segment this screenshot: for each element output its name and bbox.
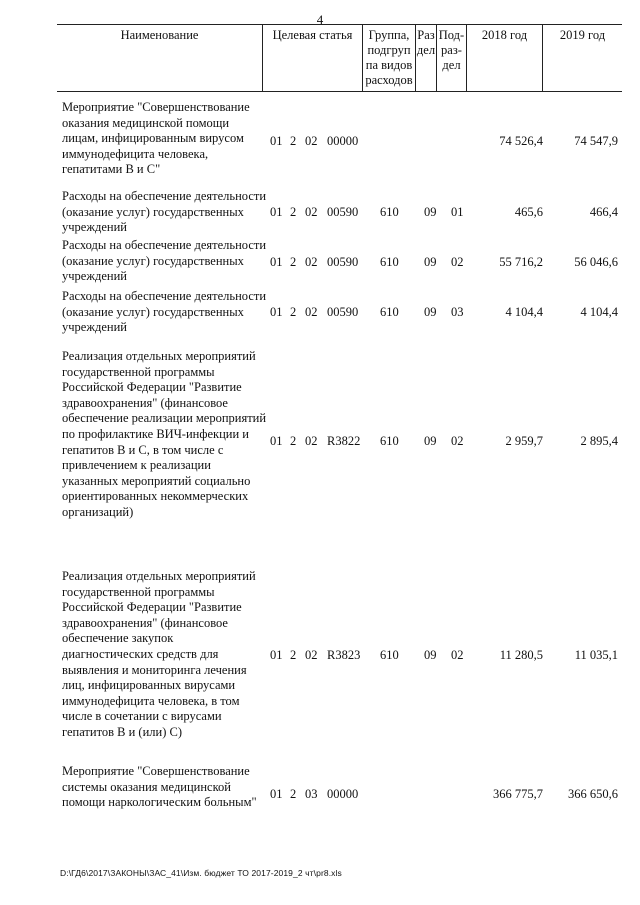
row-code-subprogram: 2 [290,255,297,269]
file-path-footer: D:\ГД6\2017\ЗАКОНЫ\ЗАС_41\Изм. бюджет ТО 2017-2019_2 чт\pr8.xls [60,868,342,878]
row-code-program: 01 [270,134,283,148]
header-subsection: Под- раз- дел [436,25,466,91]
row-2019-value: 2 895,4 [580,434,618,448]
row-expense-group: 610 [380,305,399,319]
row-code-event: 02 [305,255,318,269]
row-2018-value: 4 104,4 [505,305,543,319]
row-2018-value: 55 716,2 [499,255,543,269]
row-name: Расходы на обеспечение деятельности (оказание услуг) государственных учреждений [62,238,267,284]
row-subsection: 02 [451,255,464,269]
row-code-event: 03 [305,787,318,801]
row-2019-value: 366 650,6 [568,787,618,801]
row-code-direction: 00590 [327,205,359,219]
row-2019-value: 466,4 [589,205,618,219]
row-section: 09 [424,305,437,319]
header-expense-group: Группа, подгруп па видов расходов [362,25,415,91]
row-code-program: 01 [270,305,283,319]
row-code-event: 02 [305,648,318,662]
row-subsection: 02 [451,648,464,662]
row-section: 09 [424,434,437,448]
row-expense-group: 610 [380,434,399,448]
row-2018-value: 465,6 [514,205,543,219]
row-code-program: 01 [270,205,283,219]
row-section: 09 [424,205,437,219]
row-2019-value: 4 104,4 [580,305,618,319]
row-name: Расходы на обеспечение деятельности (оказание услуг) государственных учреждений [62,189,267,235]
row-code-event: 02 [305,134,318,148]
header-target-article: Целевая статья [262,25,362,91]
row-2018-value: 366 775,7 [493,787,543,801]
row-code-direction: 00000 [327,787,359,801]
row-2019-value: 11 035,1 [574,648,618,662]
row-expense-group: 610 [380,255,399,269]
row-subsection: 02 [451,434,464,448]
row-code-direction: R3822 [327,434,361,448]
header-name: Наименование [120,28,199,42]
row-code-subprogram: 2 [290,134,297,148]
row-2019-value: 56 046,6 [574,255,618,269]
header-2019: 2019 год [542,25,622,91]
row-code-direction: 00000 [327,134,359,148]
row-name: Расходы на обеспечение деятельности (оказание услуг) государственных учреждений [62,289,267,335]
row-code-program: 01 [270,787,283,801]
row-code-direction: R3823 [327,648,361,662]
row-code-subprogram: 2 [290,787,297,801]
row-2018-value: 2 959,7 [505,434,543,448]
row-code-event: 02 [305,205,318,219]
row-code-event: 02 [305,434,318,448]
row-name: Мероприятие "Совершенствование системы оказания медицинской помощи наркологическим больным" [62,764,257,810]
row-2019-value: 74 547,9 [574,134,618,148]
header-section: Раз дел [415,25,436,91]
row-subsection: 01 [451,205,464,219]
row-subsection: 03 [451,305,464,319]
row-code-subprogram: 2 [290,648,297,662]
row-name: Мероприятие "Совершенствование оказания медицинской помощи лицам, инфицированным вирусом иммунодефицита человека, гепатитами В и С" [62,100,250,177]
row-2018-value: 74 526,4 [499,134,543,148]
row-code-direction: 00590 [327,305,359,319]
page-number: 4 [316,12,324,27]
row-2018-value: 11 280,5 [499,648,543,662]
row-section: 09 [424,255,437,269]
row-code-program: 01 [270,648,283,662]
row-code-subprogram: 2 [290,305,297,319]
row-code-event: 02 [305,305,318,319]
row-expense-group: 610 [380,205,399,219]
header-2018: 2018 год [466,25,542,91]
row-name: Реализация отдельных мероприятий государственной программы Российской Федерации "Развитие здравоохранения" (финансовое обеспечение закупок диагностических средств для выявления и мониторинга лечения лиц, инфицированных вирусами иммунодефицита человека, в том числе в сочетании с вирусами гепатитов В и (или) С) [62,569,256,739]
row-name: Реализация отдельных мероприятий государственной программы Российской Федерации "Развитие здравоохранения" (финансовое обеспечение реализации мероприятий по профилактике ВИЧ-инфекции и гепатитов В и С, в том числе с привлечением к реализации указанных мероприятий социально ориентированных некоммерческих организаций) [62,349,267,519]
row-code-subprogram: 2 [290,205,297,219]
row-expense-group: 610 [380,648,399,662]
row-code-program: 01 [270,255,283,269]
row-code-direction: 00590 [327,255,359,269]
row-section: 09 [424,648,437,662]
row-code-subprogram: 2 [290,434,297,448]
row-code-program: 01 [270,434,283,448]
